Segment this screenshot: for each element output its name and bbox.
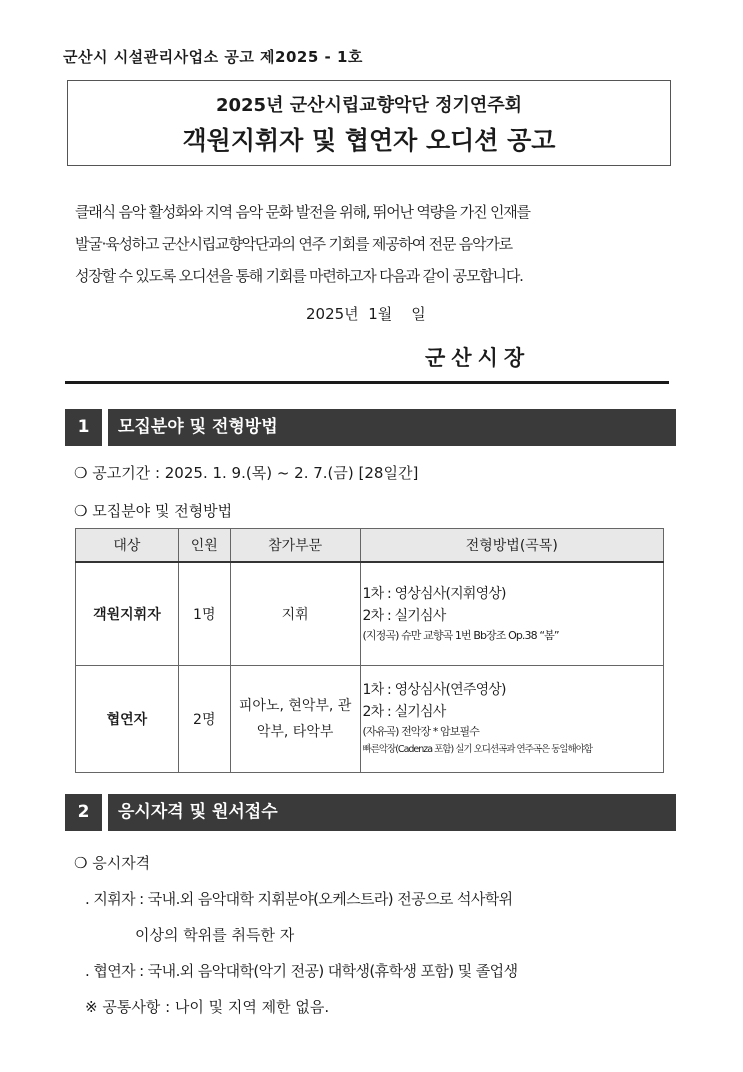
section-1-subheading: ❍ 모집분야 및 전형방법 [74, 502, 233, 520]
cell-method [360, 666, 663, 773]
col-header: 전형방법(곡목) [360, 529, 663, 563]
selection-table [75, 528, 664, 773]
method-line: 2차 : 실기심사 [362, 704, 446, 720]
cell-target: 협연자 [76, 666, 179, 773]
method-line: 2차 : 실기심사 [362, 608, 446, 624]
intro-line: 발굴·육성하고 군산시립교향악단과의 연주 기회를 제공하여 전문 음악가로 [75, 235, 512, 253]
table-header-row [76, 529, 664, 563]
title-box [67, 80, 671, 166]
signer: 군산시장 [425, 346, 531, 370]
intro-line: 클래식 음악 활성화와 지역 음악 문화 발전을 위해, 뛰어난 역량을 가진 인재를 [75, 203, 530, 221]
section-title: 응시자격 및 원서접수 [108, 794, 676, 831]
divider [65, 381, 669, 384]
method-line: 1차 : 영상심사(연주영상) [362, 682, 506, 698]
section-number: 1 [65, 409, 102, 446]
table-row [76, 666, 664, 773]
method-note: 빠른악장(Cadenza 포함) 실기 오디션곡과 연주곡은 동일해야함 [362, 744, 593, 755]
qualification-item: . 협연자 : 국내.외 음악대학(악기 전공) 대학생(휴학생 포함) 및 졸업생 [85, 962, 518, 980]
qualification-item: . 지휘자 : 국내.외 음악대학 지휘분야(오케스트라) 전공으로 석사학위 [85, 890, 513, 908]
cell-target: 객원지휘자 [76, 562, 179, 666]
cell-method [360, 562, 663, 666]
intro-line: 성장할 수 있도록 오디션을 통해 기회를 마련하고자 다음과 같이 공모합니다. [75, 267, 523, 285]
section-title: 모집분야 및 전형방법 [108, 409, 676, 446]
method-note: (자유곡) 전악장 * 암보필수 [362, 725, 479, 738]
notice-date: 2025년 1월 일 [306, 305, 426, 323]
method-line: 1차 : 영상심사(지휘영상) [362, 586, 506, 602]
cell-count: 1명 [178, 562, 230, 666]
title-subtitle: 2025년 군산시립교향악단 정기연주회 [215, 95, 523, 116]
section-2-subheading: ❍ 응시자격 [74, 854, 151, 872]
col-header: 참가부문 [230, 529, 360, 563]
col-header: 인원 [178, 529, 230, 563]
cell-category: 피아노, 현악부, 관악부, 타악부 [230, 666, 360, 773]
method-note: (지정곡) 슈만 교향곡 1번 Bb장조 Op.38 “봄” [362, 629, 559, 642]
notice-period: ❍ 공고기간 : 2025. 1. 9.(목) ~ 2. 7.(금) [28일간] [74, 464, 419, 482]
cell-category: 지휘 [230, 562, 360, 666]
section-number: 2 [65, 794, 102, 831]
intro-paragraph [75, 196, 675, 292]
notice-number: 군산시 시설관리사업소 공고 제2025 - 1호 [63, 48, 363, 66]
qualification-item: ※ 공통사항 : 나이 및 지역 제한 없음. [85, 998, 330, 1016]
cell-count: 2명 [178, 666, 230, 773]
table-row [76, 562, 664, 666]
page-title: 객원지휘자 및 협연자 오디션 공고 [182, 126, 556, 155]
qualification-item: 이상의 학위를 취득한 자 [135, 926, 295, 944]
col-header: 대상 [76, 529, 179, 563]
